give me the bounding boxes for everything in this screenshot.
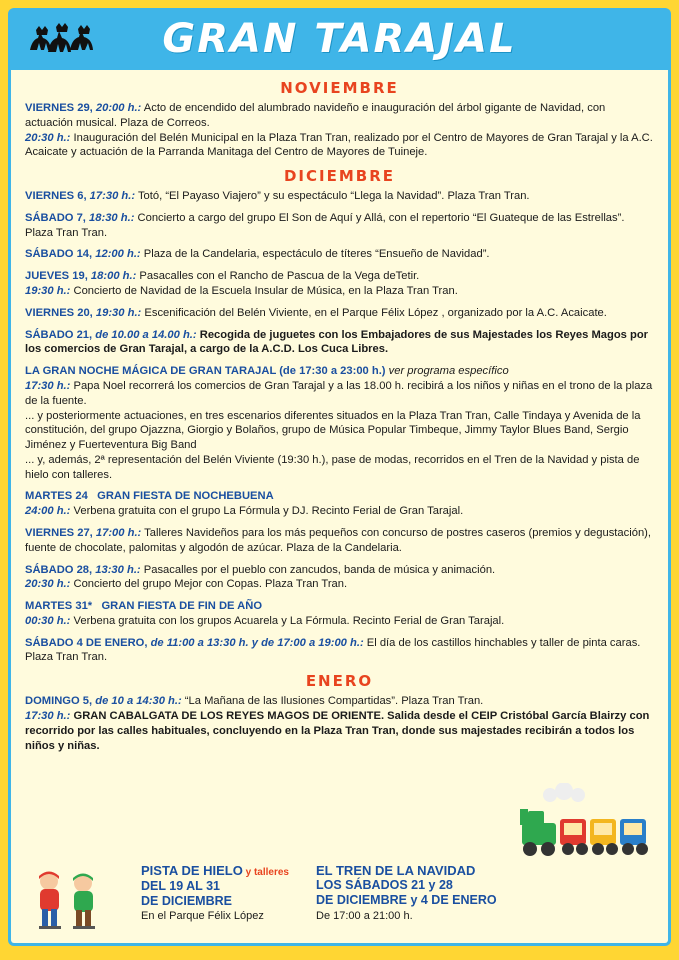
gran-noche-note: ver programa específico xyxy=(385,365,509,378)
page-title: GRAN TARAJAL xyxy=(162,16,517,62)
gran-noche-magica-block xyxy=(25,364,654,482)
event-date: VIERNES 20, xyxy=(25,306,93,319)
event-time-2: 19:30 h.: xyxy=(25,285,71,298)
poster-footer xyxy=(11,859,668,943)
event-text-2: GRAN CABALGATA DE LOS REYES MAGOS DE ORIENTE. Salida desde el CEIP Cristóbal García Blairzy con recorrido por las calles habituales, concluyendo en la Plaza Tran Tran, donde sus majestades recibirán a todos los niños y niñas. xyxy=(25,710,650,752)
train-line2: DE DICIEMBRE y 4 DE ENERO xyxy=(316,893,497,908)
event-text: Talleres Navideños para los más pequeños con concurso de postres caseros (premios y degustación), fuente de chocolate, palomitas y algodón de azúcar. Plaza de la Candelaria. xyxy=(25,526,651,554)
event-text: El día de los castillos hinchables y taller de pinta caras. Plaza Tran Tran. xyxy=(25,636,641,664)
event-date: SÁBADO 28, xyxy=(25,563,93,576)
event-item-nochebuena xyxy=(25,489,654,519)
event-time: de 10 a 14:30 h.: xyxy=(95,695,182,708)
event-text: “La Mañana de las Ilusiones Compartidas”. Plaza Tran Tran. xyxy=(181,695,484,708)
event-text: Totó, “El Payaso Viajero” y su espectáculo “Llega la Navidad”. Plaza Tran Tran. xyxy=(135,190,530,203)
event-text: Pasacalles por el pueblo con zancudos, banda de música y animación. xyxy=(140,563,496,576)
train-info xyxy=(316,861,546,922)
event-item xyxy=(25,563,654,593)
month-heading-diciembre: DICIEMBRE xyxy=(283,167,396,186)
event-time: 18:00 h.: xyxy=(90,270,137,283)
train-illustration xyxy=(546,861,658,863)
event-time-2: 17:30 h.: xyxy=(25,710,71,722)
christmas-train-icon xyxy=(516,783,656,863)
event-time-2: 20:30 h.: xyxy=(25,131,71,144)
event-item xyxy=(25,328,654,358)
event-time: de 10.00 a 14.00 h.: xyxy=(95,328,197,341)
event-item xyxy=(25,101,654,160)
event-text: Verbena gratuita con el grupo La Fórmula y DJ. Recinto Ferial de Gran Tarajal. xyxy=(70,505,464,518)
event-item xyxy=(25,526,654,556)
event-time-2: 20:30 h.: xyxy=(25,578,71,591)
event-time: 17:00 h.: xyxy=(95,526,142,539)
event-text: Plaza de la Candelaria, espectáculo de títeres “Ensueño de Navidad”. xyxy=(140,248,490,261)
event-time: 00:30 h.: xyxy=(25,614,71,627)
event-item xyxy=(25,636,654,666)
train-title: EL TREN DE LA NAVIDAD xyxy=(316,863,476,878)
ice-skaters-icon xyxy=(21,863,136,941)
event-heading: GRAN FIESTA DE NOCHEBUENA xyxy=(97,490,274,503)
event-item xyxy=(25,306,654,321)
three-kings-camels-icon xyxy=(18,16,108,64)
ice-rink-sub: En el Parque Félix López xyxy=(141,910,264,923)
train-line1: LOS SÁBADOS 21 y 28 xyxy=(316,878,453,893)
event-date: SÁBADO 21, xyxy=(25,328,93,341)
event-time: 24:00 h.: xyxy=(25,505,71,518)
event-text-2: Concierto de Navidad de la Escuela Insular de Música, en la Plaza Tran Tran. xyxy=(70,285,458,298)
event-date: JUEVES 19, xyxy=(25,270,88,283)
gran-noche-title: LA GRAN NOCHE MÁGICA DE GRAN TARAJAL (de 17:30 a 23:00 h.) xyxy=(25,365,386,378)
event-time: 20:00 h.: xyxy=(95,102,142,114)
event-text: Verbena gratuita con los grupos Acuarela y La Fórmula. Recinto Ferial de Gran Tarajal. xyxy=(70,614,505,627)
ice-rink-info xyxy=(141,861,316,922)
event-date: SÁBADO 7, xyxy=(25,211,86,224)
ice-rink-title-small: y talleres xyxy=(242,867,289,878)
event-text: Escenificación del Belén Viviente, en el Parque Félix López , organizado por la A.C. Acaicate. xyxy=(141,306,607,319)
event-time: 13:30 h.: xyxy=(95,563,141,576)
event-item xyxy=(25,247,654,262)
gran-noche-line1: Papa Noel recorrerá los comercios de Gran Tarajal y a las 18.00 h. recibirá a los niños y niñas en el trono de la plaza de la fuente. xyxy=(25,379,653,407)
month-heading-enero: ENERO xyxy=(305,672,374,691)
poster-header xyxy=(8,8,671,70)
event-time: 12:00 h.: xyxy=(95,248,141,261)
event-date: DOMINGO 5, xyxy=(25,695,93,708)
event-time: de 11:00 a 13:30 h. y de 17:00 a 19:00 h.: xyxy=(147,636,364,649)
event-text: Acto de encendido del alumbrado navideño e inauguración del árbol gigante de Navidad, con actuación musical. Plaza de Correos. xyxy=(25,102,606,129)
event-text: Concierto a cargo del grupo El Son de Aquí y Allá, con el repertorio “El Guateque de las Estrellas”. Plaza Tran Tran. xyxy=(25,211,625,239)
event-heading: GRAN FIESTA DE FIN DE AÑO xyxy=(101,600,263,613)
event-item xyxy=(25,269,654,299)
event-item xyxy=(25,189,654,204)
gran-noche-line2: ... y posteriormente actuaciones, en tres escenarios diferentes situados en la Plaza Tran Tran, Calle Tindaya y Avenida de la constitución, del grupo Ojazzna, Giorgio y Bolaños, grupo de Música Popular Timbeque, Jimmy Taylor Blues Band, Sergio Jiménez y Fuerteventura Big Band xyxy=(25,409,641,452)
event-date: VIERNES 27, xyxy=(25,526,93,539)
gran-noche-line3: ... y, además, 2ª representación del Belén Viviente (19:30 h.), pase de modas, recorridos en el Tren de la Navidad y pista de hielo con talleres. xyxy=(25,453,640,481)
event-item xyxy=(25,694,654,753)
event-date: MARTES 24 xyxy=(25,490,88,503)
event-date: VIERNES 6, xyxy=(25,190,87,203)
ice-rink-line2: DE DICIEMBRE xyxy=(141,893,232,908)
event-date: MARTES 31* xyxy=(25,600,93,613)
event-text-2: Inauguración del Belén Municipal en la Plaza Tran Tran, realizado por el Centro de Mayores de Gran Tarajal y la A.C. Acaicate y actuación de la Parranda Manitaga del Centro de Mayores de Tuineje. xyxy=(25,131,653,159)
train-sub: De 17:00 a 21:00 h. xyxy=(316,909,413,922)
event-time: 19:30 h.: xyxy=(95,306,142,319)
event-date: SÁBADO 4 DE ENERO, xyxy=(25,636,148,649)
month-heading-noviembre: NOVIEMBRE xyxy=(280,79,399,97)
event-item-fin-de-ano xyxy=(25,599,654,629)
poster-body xyxy=(8,70,671,946)
event-date: VIERNES 29, xyxy=(25,102,93,114)
event-text: Pasacalles con el Rancho de Pascua de la Vega deTetir. xyxy=(136,270,420,283)
event-date: SÁBADO 14, xyxy=(25,248,93,261)
event-time: 17:30 h.: xyxy=(89,190,136,203)
event-item xyxy=(25,211,654,241)
event-time: 18:30 h.: xyxy=(89,211,135,224)
gran-noche-time: 17:30 h.: xyxy=(25,379,71,392)
event-text: Recogida de juguetes con los Embajadores de sus Majestades los Reyes Magos por los comercios de Gran Tarajal, a cargo de la A.C.D. Los Cuca Libres. xyxy=(25,328,649,356)
ice-skaters-illustration xyxy=(21,861,141,946)
ice-rink-line1: DEL 19 AL 31 xyxy=(141,878,220,893)
ice-rink-title: PISTA DE HIELO xyxy=(141,863,243,878)
event-text-2: Concierto del grupo Mejor con Copas. Plaza Tran Tran. xyxy=(70,578,348,591)
